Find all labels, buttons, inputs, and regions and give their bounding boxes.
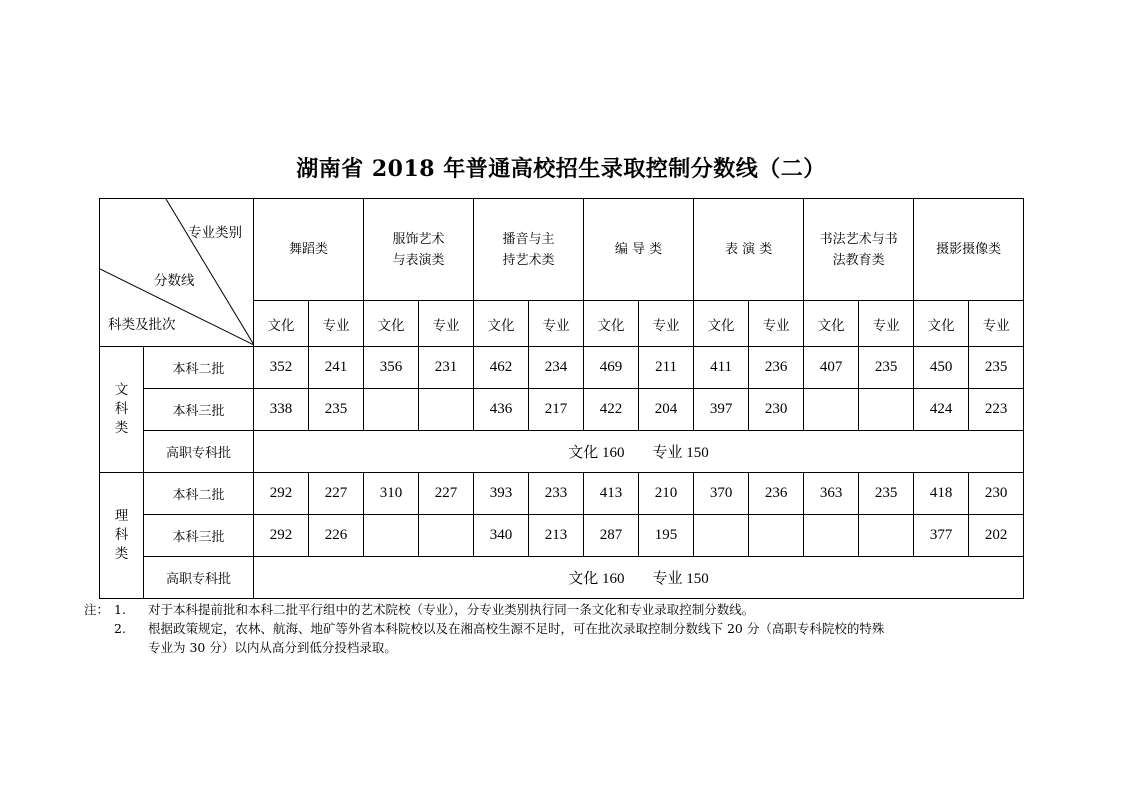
corner-label-score: 分数线 — [154, 273, 195, 289]
note-number: 1. — [114, 602, 126, 617]
note-text: 专业为 30 分）以内从高分到低分投档录取。 — [148, 640, 397, 655]
subheader-culture: 文化 — [474, 301, 529, 347]
score-cell: 469 — [584, 347, 639, 389]
score-cell: 235 — [859, 473, 914, 515]
table-row — [100, 557, 1024, 599]
header-row — [100, 199, 1024, 301]
batch-label: 本科二批 — [144, 473, 254, 515]
batch-label: 本科三批 — [144, 515, 254, 557]
category-label: 书法艺术与书 — [819, 231, 898, 247]
section-label-char: 文 — [114, 382, 129, 398]
subheader-culture: 文化 — [584, 301, 639, 347]
category-label: 表 演 类 — [724, 242, 773, 257]
table-row — [100, 347, 1024, 389]
category-label: 持艺术类 — [502, 252, 555, 268]
subheader-culture: 文化 — [804, 301, 859, 347]
section-label-char: 类 — [114, 420, 129, 436]
category-header — [804, 199, 914, 301]
score-cell: 234 — [529, 347, 584, 389]
score-table — [99, 198, 1024, 599]
score-cell: 393 — [474, 473, 529, 515]
score-cell: 338 — [254, 389, 309, 431]
merged-score-cell — [254, 557, 1024, 599]
subheader-culture: 文化 — [694, 301, 749, 347]
category-label: 与表演类 — [392, 252, 445, 268]
score-cell: 413 — [584, 473, 639, 515]
subheader-major: 专业 — [749, 301, 804, 347]
score-cell: 217 — [529, 389, 584, 431]
score-cell: 352 — [254, 347, 309, 389]
category-label: 编 导 类 — [614, 242, 663, 257]
subheader-major: 专业 — [529, 301, 584, 347]
score-cell: 424 — [914, 389, 969, 431]
score-cell: 450 — [914, 347, 969, 389]
subheader-major: 专业 — [309, 301, 364, 347]
table-row — [100, 389, 1024, 431]
category-label: 法教育类 — [832, 252, 885, 268]
score-cell: 235 — [309, 389, 364, 431]
score-cell: 236 — [749, 347, 804, 389]
batch-label: 高职专科批 — [144, 557, 254, 599]
note-number: 2. — [114, 621, 126, 636]
score-cell: 235 — [969, 347, 1024, 389]
score-cell — [859, 515, 914, 557]
batch-label: 本科三批 — [144, 389, 254, 431]
merged-major: 专业 150 — [652, 571, 709, 587]
category-label: 舞蹈类 — [289, 242, 329, 257]
score-cell: 436 — [474, 389, 529, 431]
category-label: 摄影摄像类 — [936, 242, 1002, 257]
score-cell — [749, 515, 804, 557]
score-cell: 418 — [914, 473, 969, 515]
score-cell — [419, 389, 474, 431]
score-cell: 462 — [474, 347, 529, 389]
category-header — [254, 199, 364, 301]
subheader-major: 专业 — [969, 301, 1024, 347]
score-cell: 231 — [419, 347, 474, 389]
note-prefix: 注： — [84, 602, 110, 617]
subheader-culture: 文化 — [254, 301, 309, 347]
note-number — [104, 638, 148, 657]
score-cell — [364, 515, 419, 557]
category-header — [364, 199, 474, 301]
score-cell: 230 — [969, 473, 1024, 515]
table-row — [100, 515, 1024, 557]
batch-label: 高职专科批 — [144, 431, 254, 473]
note-line — [84, 638, 1044, 657]
category-header — [694, 199, 804, 301]
score-cell: 287 — [584, 515, 639, 557]
score-cell: 235 — [859, 347, 914, 389]
corner-header — [100, 199, 254, 347]
score-cell: 310 — [364, 473, 419, 515]
merged-culture: 文化 160 — [568, 571, 625, 587]
section-label-char: 科 — [114, 527, 129, 543]
score-cell: 340 — [474, 515, 529, 557]
score-cell: 223 — [969, 389, 1024, 431]
score-cell: 292 — [254, 473, 309, 515]
note-text: 对于本科提前批和本科二批平行组中的艺术院校（专业），分专业类别执行同一条文化和专业录取控制分数线。 — [148, 602, 755, 617]
note-text: 根据政策规定，农林、航海、地矿等外省本科院校以及在湘高校生源不足时，可在批次录取控制分数线下 20 分（高职专科院校的特殊 — [148, 621, 885, 636]
score-cell: 377 — [914, 515, 969, 557]
score-cell — [859, 389, 914, 431]
note-line — [84, 619, 1044, 638]
section-label-char: 科 — [114, 401, 129, 417]
score-cell: 211 — [639, 347, 694, 389]
merged-score-cell — [254, 431, 1024, 473]
category-header — [474, 199, 584, 301]
subheader-major: 专业 — [639, 301, 694, 347]
subheader-culture: 文化 — [364, 301, 419, 347]
subheader-major: 专业 — [859, 301, 914, 347]
table-row — [100, 473, 1024, 515]
score-cell: 226 — [309, 515, 364, 557]
note-line — [84, 600, 1044, 619]
score-cell: 411 — [694, 347, 749, 389]
score-cell: 356 — [364, 347, 419, 389]
score-cell: 195 — [639, 515, 694, 557]
score-cell — [694, 515, 749, 557]
score-cell — [804, 389, 859, 431]
score-cell: 241 — [309, 347, 364, 389]
score-cell: 230 — [749, 389, 804, 431]
category-label: 服饰艺术 — [392, 231, 445, 247]
score-cell: 210 — [639, 473, 694, 515]
page-title: 湖南省 2018 年普通高校招生录取控制分数线（二） — [296, 156, 826, 182]
corner-label-batch: 科类及批次 — [108, 317, 176, 333]
section-label — [100, 347, 144, 473]
note-prefix — [84, 638, 104, 657]
score-cell: 363 — [804, 473, 859, 515]
score-cell: 227 — [419, 473, 474, 515]
score-cell: 213 — [529, 515, 584, 557]
score-cell: 422 — [584, 389, 639, 431]
score-cell: 370 — [694, 473, 749, 515]
score-cell: 397 — [694, 389, 749, 431]
table-row — [100, 431, 1024, 473]
note-prefix — [84, 619, 104, 638]
category-label: 播音与主 — [502, 231, 555, 247]
section-label-char: 类 — [114, 546, 129, 562]
notes — [84, 600, 1044, 657]
score-cell: 407 — [804, 347, 859, 389]
category-header — [584, 199, 694, 301]
section-label-char: 理 — [114, 508, 129, 524]
merged-major: 专业 150 — [652, 445, 709, 461]
corner-label-category: 专业类别 — [188, 225, 242, 241]
batch-label: 本科二批 — [144, 347, 254, 389]
score-cell: 233 — [529, 473, 584, 515]
category-header — [914, 199, 1024, 301]
score-cell — [364, 389, 419, 431]
score-cell: 204 — [639, 389, 694, 431]
section-label — [100, 473, 144, 599]
score-cell: 202 — [969, 515, 1024, 557]
merged-culture: 文化 160 — [568, 445, 625, 461]
subheader-culture: 文化 — [914, 301, 969, 347]
score-cell — [804, 515, 859, 557]
score-cell: 236 — [749, 473, 804, 515]
score-cell — [419, 515, 474, 557]
score-cell: 292 — [254, 515, 309, 557]
score-cell: 227 — [309, 473, 364, 515]
subheader-major: 专业 — [419, 301, 474, 347]
